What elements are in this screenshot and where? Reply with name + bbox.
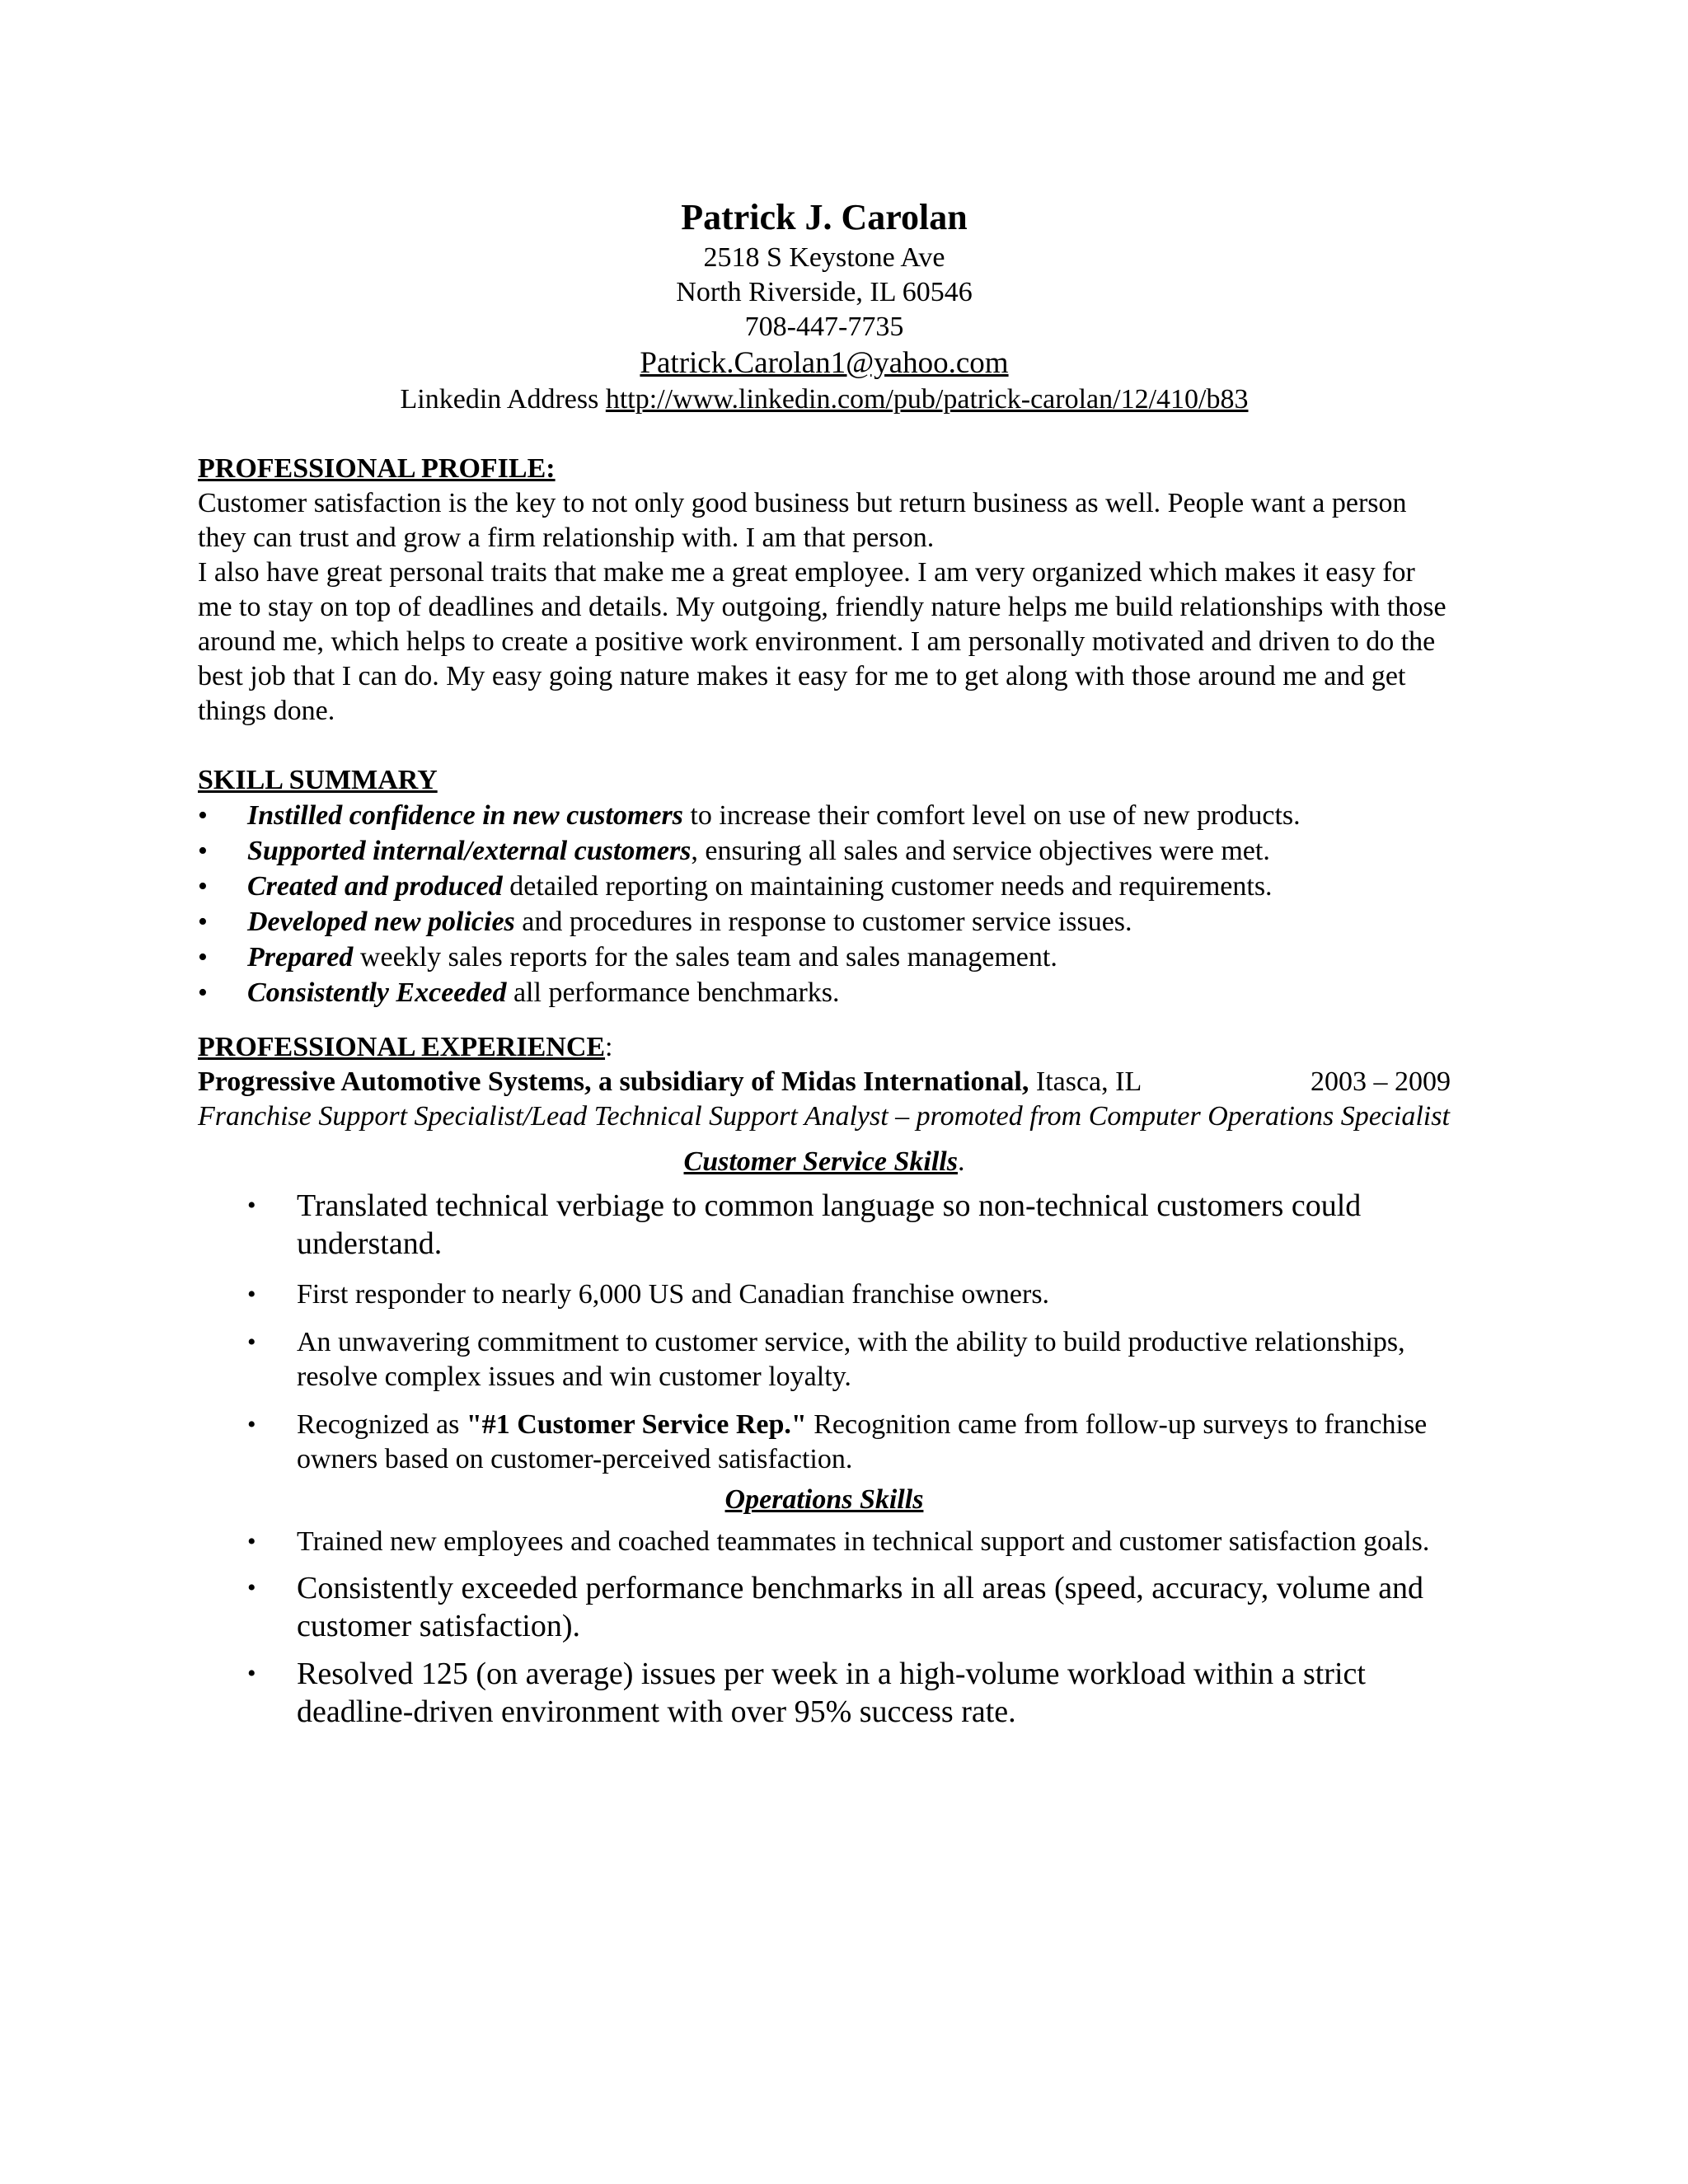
candidate-name: Patrick J. Carolan <box>681 197 968 237</box>
linkedin-line <box>198 382 1451 417</box>
contact-header <box>198 194 1451 417</box>
operations-subheading <box>198 1482 1451 1518</box>
list-item <box>198 904 1451 940</box>
bullet-icon: • <box>198 942 208 972</box>
job-line <box>198 1065 1451 1099</box>
recognition-suffix: Recognition came from follow-up surveys to franchise owners based on customer-perceived satisfaction. <box>297 1409 1428 1474</box>
skill-emphasis: Consistently Exceeded <box>247 977 507 1008</box>
list-item-text: First responder to nearly 6,000 US and Canadian franchise owners. <box>297 1279 1050 1310</box>
skill-emphasis: Developed new policies <box>247 907 515 937</box>
list-item <box>198 833 1451 869</box>
bullet-icon: • <box>198 871 208 902</box>
email-link[interactable]: Patrick.Carolan1@yahoo.com <box>640 346 1009 380</box>
list-item-text: An unwavering commitment to customer service, with the ability to build productive relationships, resolve complex issues and win customer loyalty. <box>297 1327 1405 1392</box>
address-line-1: 2518 S Keystone Ave <box>703 242 945 273</box>
list-item-text: Consistently exceeded performance benchmarks in all areas (speed, accuracy, volume and customer satisfaction). <box>297 1571 1424 1643</box>
employer <box>198 1065 1142 1099</box>
skill-text: , ensuring all sales and service objectives were met. <box>691 836 1270 866</box>
list-item <box>198 869 1451 904</box>
experience-heading <box>198 1030 1451 1065</box>
skill-summary-list <box>198 798 1451 1010</box>
linkedin-label: Linkedin Address <box>400 384 606 415</box>
operations-label: Operations Skills <box>724 1484 924 1515</box>
list-item <box>247 1569 1451 1645</box>
skill-text: and procedures in response to customer service issues. <box>514 907 1132 937</box>
skill-text: all performance benchmarks. <box>506 977 840 1008</box>
list-item <box>198 940 1451 975</box>
job-title: Franchise Support Specialist/Lead Technical Support Analyst – promoted from Computer Operations Specialist <box>198 1101 1450 1132</box>
job-dates: 2003 – 2009 <box>1311 1066 1451 1097</box>
list-item <box>247 1408 1451 1477</box>
skill-emphasis: Instilled confidence in new customers <box>247 800 683 831</box>
resume-page <box>198 194 1451 1731</box>
bullet-icon: • <box>247 1329 256 1356</box>
bullet-icon: • <box>247 1660 256 1687</box>
list-item-text: Resolved 125 (on average) issues per week in a high-volume workload within a strict deadline-driven environment with over 95% success rate. <box>297 1657 1366 1729</box>
bullet-icon: • <box>247 1411 256 1438</box>
operations-list <box>198 1525 1451 1731</box>
phone-number: 708-447-7735 <box>744 312 904 342</box>
list-item-text: Translated technical verbiage to common language so non-technical customers could understand. <box>297 1188 1362 1261</box>
bullet-icon: • <box>247 1192 256 1219</box>
bullet-icon: • <box>198 977 208 1008</box>
list-item <box>198 798 1451 833</box>
recognition-title: "#1 Customer Service Rep." <box>466 1409 807 1440</box>
experience-heading-colon: : <box>605 1032 613 1062</box>
company-location: Itasca, IL <box>1029 1066 1142 1097</box>
bullet-icon: • <box>247 1528 256 1555</box>
list-item-text: Trained new employees and coached teammates in technical support and customer satisfaction goals. <box>297 1526 1430 1557</box>
bullet-icon: • <box>198 800 208 831</box>
skill-text: detailed reporting on maintaining customer needs and requirements. <box>502 871 1273 902</box>
experience-heading-label: PROFESSIONAL EXPERIENCE <box>198 1032 606 1062</box>
bullet-icon: • <box>247 1574 256 1601</box>
skill-emphasis: Created and produced <box>247 871 503 902</box>
recognition-prefix: Recognized as <box>297 1409 467 1440</box>
customer-service-suffix: . <box>957 1146 965 1177</box>
skill-summary-heading: SKILL SUMMARY <box>198 765 438 795</box>
list-item <box>247 1325 1451 1394</box>
list-item <box>247 1187 1451 1263</box>
skill-emphasis: Supported internal/external customers <box>247 836 692 866</box>
list-item <box>247 1277 1451 1312</box>
profile-paragraph-2: I also have great personal traits that make me a great employee. I am very organized which makes it easy for me to stay on top of deadlines and details. My outgoing, friendly nature helps me build relationships with those around me, which helps to create a positive work environment. I am personally motivated and driven to do the best job that I can do. My easy going nature makes it easy for me to get along with those around me and get things done. <box>198 557 1447 726</box>
profile-paragraph-1: Customer satisfaction is the key to not only good business but return business as well. People want a person they can trust and grow a firm relationship with. I am that person. <box>198 488 1407 553</box>
company-name: Progressive Automotive Systems, a subsidiary of Midas International, <box>198 1066 1029 1097</box>
bullet-icon: • <box>247 1281 256 1308</box>
bullet-icon: • <box>198 907 208 937</box>
bullet-icon: • <box>198 836 208 866</box>
skill-emphasis: Prepared <box>247 942 354 972</box>
list-item <box>247 1655 1451 1731</box>
list-item <box>198 975 1451 1010</box>
list-item <box>247 1525 1451 1559</box>
customer-service-label: Customer Service Skills <box>683 1146 958 1177</box>
skill-text: to increase their comfort level on use of new products. <box>682 800 1301 831</box>
linkedin-link[interactable]: http://www.linkedin.com/pub/patrick-carolan/12/410/b83 <box>605 384 1249 415</box>
profile-heading: PROFESSIONAL PROFILE: <box>198 453 556 484</box>
customer-service-list <box>198 1187 1451 1477</box>
skill-text: weekly sales reports for the sales team and sales management. <box>353 942 1057 972</box>
address-line-2: North Riverside, IL 60546 <box>676 277 973 307</box>
customer-service-subheading <box>198 1144 1451 1180</box>
